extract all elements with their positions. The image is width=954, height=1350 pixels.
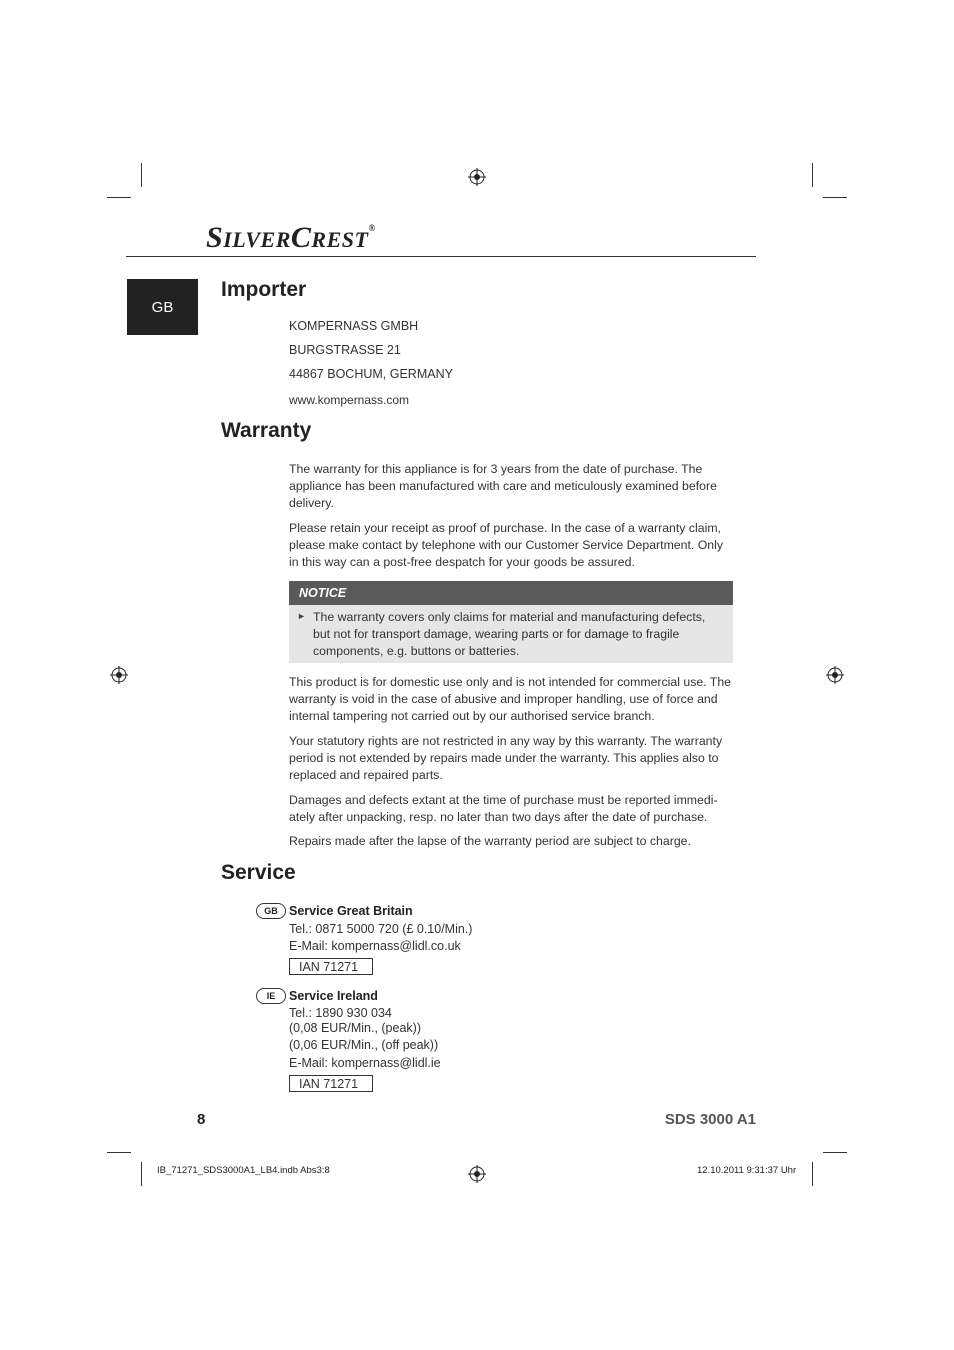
crop-mark	[141, 1162, 142, 1186]
crop-mark	[812, 163, 813, 187]
slug-filename: IB_71271_SDS3000A1_LB4.indb Abs3:8	[157, 1165, 330, 1176]
crop-mark	[823, 197, 847, 198]
arrow-right-icon: ►	[297, 611, 306, 621]
service-name: Service Ireland	[289, 989, 378, 1003]
warranty-paragraph: This product is for domestic use only and is not intended for commercial use. The warranty is void in the case of abusive and improper handling, use of force and internal tampering not carried out by our authorised service branch.	[289, 675, 731, 723]
registration-mark-icon	[468, 1165, 486, 1183]
service-tel: Tel.: 1890 930 034	[289, 1006, 392, 1020]
warranty-paragraph: The warranty for this appliance is for 3 years from the date of purchase. The appliance has been manufactured with care and meticulously examined before delivery.	[289, 462, 717, 510]
registration-mark-icon	[110, 666, 128, 684]
registration-mark-icon	[468, 168, 486, 186]
service-email: E-Mail: kompernass@lidl.co.uk	[289, 939, 461, 953]
crop-mark	[141, 163, 142, 187]
warranty-paragraph: Your statutory rights are not restricted in any way by this warranty. The warranty period is not extended by repairs made under the warranty. This applies also to replaced and repaired parts.	[289, 734, 723, 782]
crop-mark	[823, 1152, 847, 1153]
service-email: E-Mail: kompernass@lidl.ie	[289, 1056, 441, 1070]
importer-line: BURGSTRASSE 21	[289, 343, 401, 357]
importer-heading: Importer	[221, 278, 307, 301]
service-rate: (0,06 EUR/Min., (off peak))	[289, 1038, 439, 1052]
warranty-paragraph: Damages and defects extant at the time of purchase must be reported immedi-ately after unpacking, resp. no later than two days after the date of purchase.	[289, 793, 718, 824]
warranty-paragraph: Please retain your receipt as proof of purchase. In the case of a warranty claim, please make contact by telephone with our Customer Service Department. Only in this way can a post-free despatch for your goods be assured.	[289, 521, 724, 569]
importer-line: 44867 BOCHUM, GERMANY	[289, 367, 453, 381]
language-tab: GB	[127, 279, 198, 335]
crop-mark	[107, 1152, 131, 1153]
notice-box	[289, 581, 733, 663]
header-rule	[126, 256, 756, 257]
notice-text: The warranty covers only claims for material and manufacturing defects, but not for transport damage, wearing parts or for damage to fragile components, e.g. buttons or batteries.	[313, 610, 706, 658]
registration-mark-icon	[826, 666, 844, 684]
importer-website: www.kompernass.com	[289, 393, 410, 407]
importer-line: KOMPERNASS GMBH	[289, 319, 419, 333]
country-badge-gb: GB	[256, 903, 286, 919]
page-number: 8	[197, 1111, 206, 1128]
notice-label: NOTICE	[289, 581, 733, 605]
ian-box: IAN 71271	[289, 958, 373, 975]
service-name: Service Great Britain	[289, 904, 413, 918]
crop-mark	[812, 1162, 813, 1186]
warranty-heading: Warranty	[221, 419, 312, 442]
model-number: SDS 3000 A1	[664, 1111, 756, 1128]
service-heading: Service	[221, 861, 296, 884]
slug-timestamp: 12.10.2011 9:31:37 Uhr	[697, 1165, 797, 1176]
service-tel: Tel.: 0871 5000 720 (£ 0.10/Min.)	[289, 922, 473, 936]
ian-box: IAN 71271	[289, 1075, 373, 1092]
service-rate: (0,08 EUR/Min., (peak))	[289, 1021, 421, 1035]
brand-logo: SILVERCREST®	[206, 221, 376, 254]
warranty-paragraph: Repairs made after the lapse of the warranty period are subject to charge.	[289, 834, 691, 848]
country-badge-ie: IE	[256, 988, 286, 1004]
crop-mark	[107, 197, 131, 198]
